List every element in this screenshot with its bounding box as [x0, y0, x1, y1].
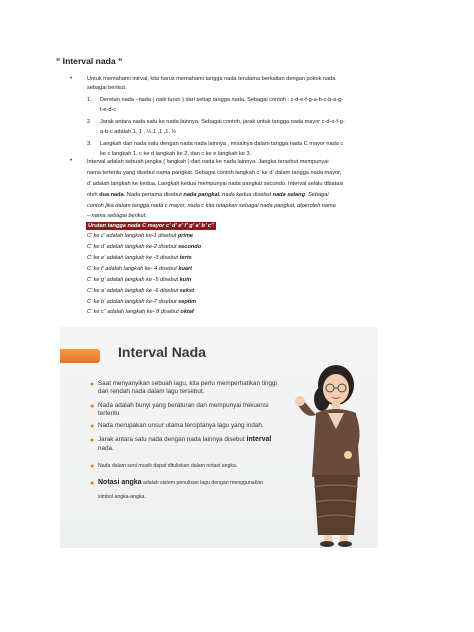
bullet-dot: •: [70, 76, 73, 82]
para-line-5: contoh jika dalam tangga nada c mayor, nada c kita tetapkan sebagai nada pangkat, diperoleh nama: [87, 203, 336, 209]
item-number: 1.: [87, 97, 92, 103]
slide-accent-tab: [60, 349, 100, 363]
doc-title: “ Interval nada “: [56, 56, 123, 66]
slide-bullet-6-line-1: Notasi angka adalah sistem penulisan lagu dengan menggunakan: [98, 479, 263, 486]
slide-bullet-2-line-2: tertentu: [98, 410, 120, 417]
teacher-illustration: [292, 357, 378, 548]
slide-bullet-icon: ●: [90, 437, 95, 444]
slide-bullet-6-line-2: simbol angka-angka.: [98, 494, 146, 500]
slide-bullet-icon: ●: [90, 403, 95, 410]
step-line: C’ ke b’ adalah langkah ke-7 disebut septim: [87, 299, 197, 305]
item-number: 3.: [87, 141, 92, 147]
scale-highlight: Urutan tangga nada C mayor c’ d’ e’ f’ g’ a’ b’ c’’: [88, 223, 214, 229]
step-line: C’ ke g’ adalah langkah ke -5 disebut kuin: [87, 277, 192, 283]
slide-title: Interval Nada: [118, 344, 206, 360]
slide-bullet-icon: ●: [90, 463, 95, 470]
para-line-3: d’ adalah langkah ke kedua. Langkah kedua mempunyai nada pangkat secondo. Interval selalu dibatasi: [87, 181, 344, 187]
step-line: C’ ke a’ adalah langkah ke -6 disebut sekst: [87, 288, 194, 294]
para-line-6: – nama sebagai berikut.: [87, 213, 147, 219]
slide-bullet-5-line-1: Nada dalam seni musik dapat dituliskan dalam notasi angka.: [98, 463, 238, 469]
para-line-2: nama tertentu yang disebut nama pangkat. Sebagai contoh langkah c’ ke d’ dalam tangga nada mayor,: [87, 170, 342, 176]
slide-bullet-3-line-1: Nada merupakan unsur utama terciptanya lagu yang indah.: [98, 422, 264, 429]
item-number: 2.: [87, 119, 92, 125]
step-line: C’ ke c’ adalah langkah ke-1 disebut prime: [87, 233, 194, 239]
slide-bullet-1-line-2: dan rendah nada dalam lagu tersebut.: [98, 388, 205, 395]
slide-bullet-icon: ●: [90, 423, 95, 430]
slide-bullet-icon: ●: [90, 480, 95, 487]
step-line: C’ ke c’’ adalah langkah ke- 8 disebut oktaf: [87, 309, 194, 315]
item-2-line-2: a-b-c adalah 1, 1 , ½,1 ,1 ,1, ½: [100, 129, 177, 135]
step-line: C’ ke f’ adalah langkah ke- 4 disebut kuart: [87, 266, 193, 272]
slide-bullet-icon: ●: [90, 381, 95, 388]
para-line-1: Interval adalah sebuah jangka ( langkah ) dari nada ke nada lainnya. Jangka tersebut mempunyai: [87, 159, 329, 165]
item-1-line-1: Deretan nada –nada ( naik turun ) dari setiap tangga nada. Sebagai contoh : c-d-e-f-g-a-b-c-b-a-g-: [100, 97, 344, 103]
item-2-line-1: Jarak antara nada satu ke nada lainnya. Sebagai contoh, jarak untuk tangga nada mayor c-d-e-f-g-: [100, 119, 345, 125]
para-line-4: oleh dua nada. Nada pertama disebut nada pangkal, nada kedua disebut nada selang. Sebagai: [87, 192, 329, 198]
slide-bullet-1-line-1: Saat menyanyikan sebuah lagu, kita perlu memperhatikan tinggi: [98, 380, 277, 387]
item-3-line-1: Langkah dari nada satu dengan nada nada lainnya , misalnya dalam tangga nada C mayor nada c: [100, 141, 344, 147]
intro-line-2: sebagai berikut.: [87, 85, 127, 91]
slide-bullet-4-line-2: nada.: [98, 445, 114, 452]
item-3-line-2: ke c langkah 1, c ke d langkah ke 2, dan c ke e langkah ke 3.: [100, 151, 252, 157]
intro-line-1: Untuk memahami intrval, kita harus memahami tangga nada terutama berkaitan dengan pokok nada: [87, 76, 336, 82]
slide-bullet-2-line-1: Nada adalah bunyi yang beraturan dan mempunyai frekuensi: [98, 402, 269, 409]
bullet-dot: •: [70, 158, 73, 164]
step-line: C’ ke e’ adalah langkah ke -3 disebut terts: [87, 255, 192, 261]
step-line: C’ ke d’ adalah langkah ke-2 disebut secondo: [87, 244, 202, 250]
lesson-slide-image: [60, 327, 378, 548]
item-1-line-2: f-e-d-c: [100, 107, 117, 113]
slide-bullet-4-line-1: Jarak antara satu nada dengan nada lainnya disebut interval: [98, 436, 272, 443]
